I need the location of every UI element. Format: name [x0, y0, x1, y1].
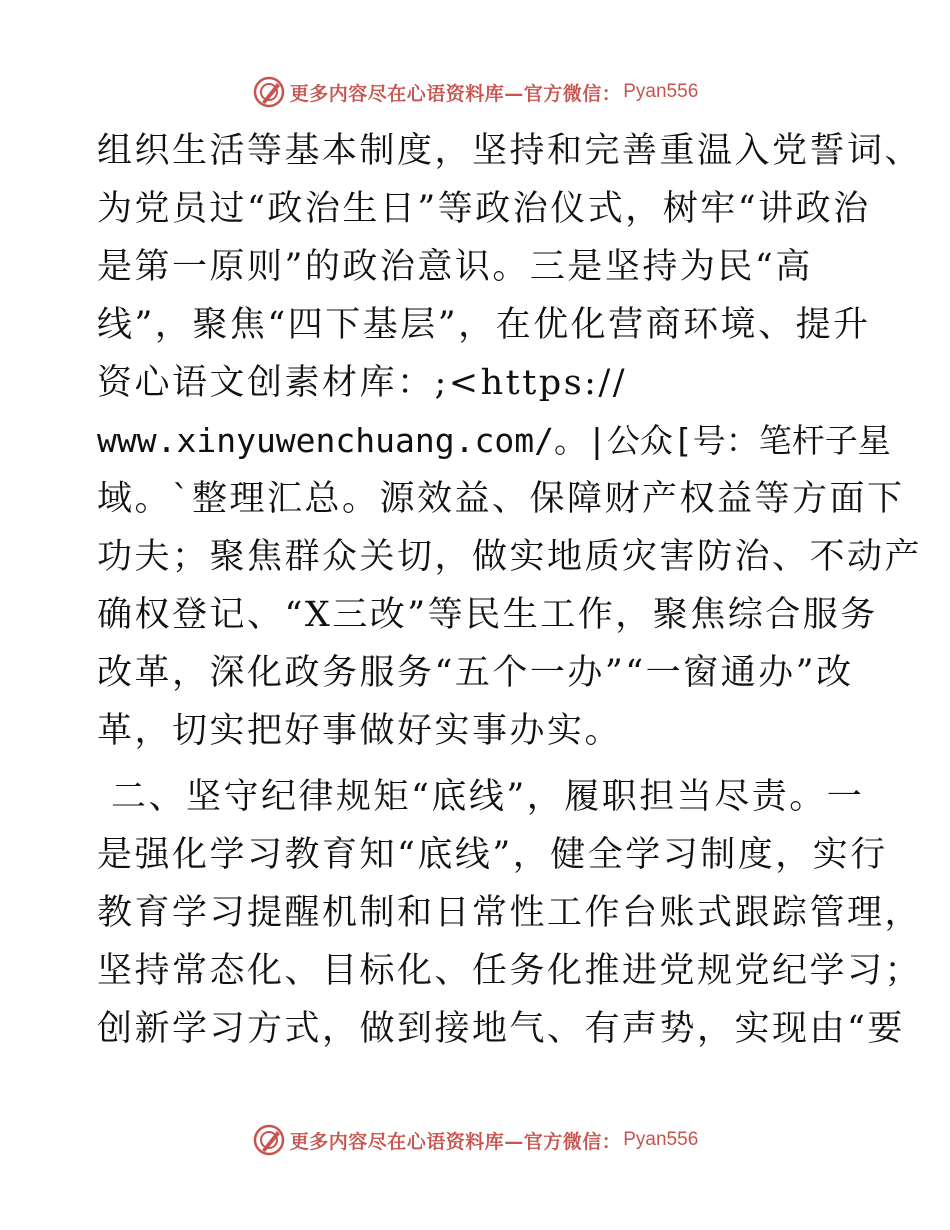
footer-banner-text: 更多内容尽在心语资料库—官方微信：	[289, 1130, 622, 1153]
body-line: 革，切实把好事做好实事办实。	[97, 711, 623, 751]
header-banner-text: 更多内容尽在心语资料库—官方微信：	[289, 82, 622, 105]
body-line: 改革，深化政务服务“五个一办”“一窗通办”改	[97, 653, 854, 693]
header-banner-id: Pyan556	[623, 81, 699, 102]
body-line: 线”，聚焦“四下基层”，在优化营商环境、提升	[97, 305, 871, 345]
pen-logo-icon	[252, 75, 286, 109]
body-line: 组织生活等基本制度，坚持和完善重温入党誓词、	[97, 131, 923, 171]
body-line: 资心语文创素材库：;<https://	[97, 363, 628, 403]
body-line: 域。`整理汇总。源效益、保障财产权益等方面下	[97, 479, 905, 519]
body-line: 是强化学习教育知“底线”，健全学习制度，实行	[97, 835, 888, 875]
section-heading-line: 二、坚守纪律规矩“底线”，履职担当尽责。一	[111, 777, 865, 817]
body-line: 是第一原则”的政治意识。三是坚持为民“高	[97, 247, 813, 287]
footer-banner-id: Pyan556	[623, 1129, 699, 1150]
body-line: 确权登记、“X三改”等民生工作，聚焦综合服务	[97, 595, 878, 635]
pen-logo-icon	[252, 1123, 286, 1157]
body-line: 创新学习方式，做到接地气、有声势，实现由“要	[97, 1009, 905, 1049]
footer-watermark-banner	[0, 1120, 950, 1160]
body-line: 教育学习提醒机制和日常性工作台账式跟踪管理，	[97, 893, 923, 933]
header-watermark-banner	[0, 72, 950, 112]
body-line: 功夫；聚焦群众关切，做实地质灾害防治、不动产	[97, 537, 923, 577]
body-line-url: www.xinyuwenchuang.com/。|公众[号：笔杆子星	[97, 421, 891, 460]
body-line: 为党员过“政治生日”等政治仪式，树牢“讲政治	[97, 189, 871, 229]
body-line: 坚持常态化、目标化、任务化推进党规党纪学习；	[97, 951, 923, 991]
document-body	[97, 122, 923, 1058]
